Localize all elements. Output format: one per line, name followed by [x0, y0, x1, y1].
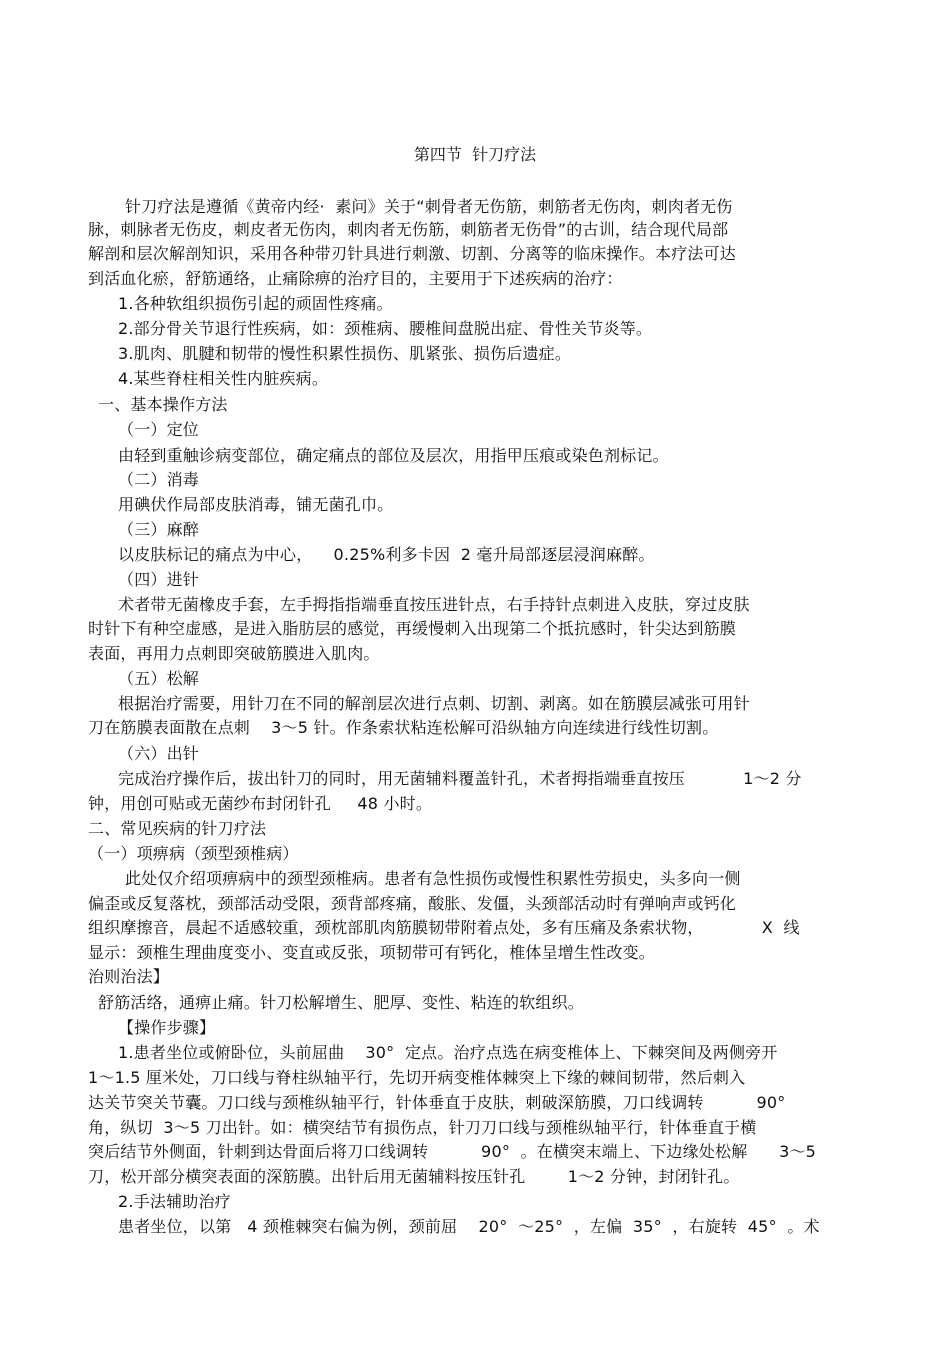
text-line: 组织摩擦音，晨起不适感较重，颈枕部肌肉筋膜韧带附着点处，多有压痛及条索状物， X 线	[88, 918, 800, 937]
subsection-heading: 【操作步骤】	[118, 1018, 216, 1037]
text-line: 此处仅介绍项痹病中的颈型颈椎病。患者有急性损伤或慢性积累性劳损史，头多向一侧	[125, 869, 741, 888]
list-item: 1.各种软组织损伤引起的顽固性疼痛。	[118, 294, 393, 313]
text-line: 刀在筋膜表面散在点刺 3～5 针。作条索状粘连松解可沿纵轴方向连续进行线性切割。	[88, 718, 719, 737]
subsection-heading: 治则治法】	[88, 967, 170, 986]
list-item: 4.某些脊柱相关性内脏疾病。	[118, 369, 329, 388]
text-line: 脉，刺脉者无伤皮，刺皮者无伤肉，刺肉者无伤筋，刺筋者无伤骨”的古训，结合现代局部	[88, 220, 729, 239]
text-line: 显示：颈椎生理曲度变小、变直或反张，项韧带可有钙化，椎体呈增生性改变。	[88, 943, 656, 962]
text-line: 针刀疗法是遵循《黄帝内经· 素问》关于“刺骨者无伤筋，刺筋者无伤肉，刺肉者无伤	[125, 197, 733, 216]
list-item: 2.部分骨关节退行性疾病，如：颈椎病、腰椎间盘脱出症、骨性关节炎等。	[118, 319, 653, 338]
text-line: 解剖和层次解剖知识，采用各种带刃针具进行刺激、切割、分离等的临床操作。本疗法可达	[88, 244, 737, 263]
text-line: 时针下有种空虚感，是进入脂肪层的感觉，再缓慢刺入出现第二个抵抗感时，针尖达到筋膜	[88, 619, 737, 638]
text-line: 突后结节外侧面，针刺到达骨面后将刀口线调转 90° 。在横突末端上、下边缘处松解 3～5	[88, 1142, 817, 1161]
subsection-heading: （一）定位	[118, 420, 200, 439]
subsection-heading: （二）消毒	[118, 470, 200, 489]
text-line: 1.患者坐位或俯卧位，头前屈曲 30° 定点。治疗点选在病变椎体上、下棘突间及两侧旁开	[118, 1043, 778, 1062]
text-line: 达关节突关节囊。刀口线与颈椎纵轴平行，针体垂直于皮肤，刺破深筋膜，刀口线调转 90°	[88, 1093, 786, 1112]
list-item: 2.手法辅助治疗	[118, 1192, 231, 1211]
text-line: 偏歪或反复落枕，颈部活动受限，颈背部疼痛，酸胀、发僵，头颈部活动时有弹响声或钙化	[88, 894, 737, 913]
subsection-heading: （三）麻醉	[118, 520, 200, 539]
text-line: 根据治疗需要，用针刀在不同的解剖层次进行点刺、切割、剥离。如在筋膜层减张可用针	[118, 694, 750, 713]
text-line: 患者坐位，以第 4 颈椎棘突右偏为例，颈前屈 20° ～25° ，左偏 35° ，右旋转 45° 。术	[118, 1217, 820, 1236]
section-title: 第四节 针刀疗法	[413, 145, 537, 164]
subsection-heading: （四）进针	[118, 570, 200, 589]
list-item: 3.肌肉、肌腱和韧带的慢性积累性损伤、肌紧张、损伤后遗症。	[118, 344, 572, 363]
text-line: 以皮肤标记的痛点为中心， 0.25%利多卡因 2 毫升局部逐层浸润麻醉。	[118, 545, 655, 564]
text-line: 完成治疗操作后，拔出针刀的同时，用无菌辅料覆盖针孔，术者拇指端垂直按压 1～2 分	[118, 769, 802, 788]
text-line: 刀，松开部分横突表面的深筋膜。出针后用无菌辅料按压针孔 1～2 分钟，封闭针孔。	[88, 1167, 740, 1186]
subsection-heading: （一）项痹病（颈型颈椎病）	[88, 844, 299, 863]
subsection-heading: （五）松解	[118, 669, 200, 688]
text-line: 由轻到重触诊病变部位，确定痛点的部位及层次，用指甲压痕或染色剂标记。	[118, 446, 669, 465]
text-line: 用碘伏作局部皮肤消毒，铺无菌孔巾。	[118, 495, 394, 514]
subsection-heading: （六）出针	[118, 744, 200, 763]
text-line: 到活血化瘀，舒筋通络，止痛除痹的治疗目的，主要用于下述疾病的治疗：	[88, 269, 623, 288]
text-line: 表面，再用力点刺即突破筋膜进入肌肉。	[88, 644, 380, 663]
text-line: 术者带无菌橡皮手套，左手拇指指端垂直按压进针点，右手持针点刺进入皮肤，穿过皮肤	[118, 595, 750, 614]
text-line: 角，纵切 3～5 刀出针。如：横突结节有损伤点，针刀刀口线与颈椎纵轴平行，针体垂直于横	[88, 1118, 757, 1137]
section-heading: 二、常见疾病的针刀疗法	[88, 819, 267, 838]
section-heading: 一、基本操作方法	[98, 395, 228, 414]
text-line: 1～1.5 厘米处，刀口线与脊柱纵轴平行，先切开病变椎体棘突上下缘的棘间韧带，然后刺入	[88, 1068, 746, 1087]
text-line: 舒筋活络，通痹止痛。针刀松解增生、肥厚、变性、粘连的软组织。	[98, 993, 585, 1012]
text-line: 钟，用创可贴或无菌纱布封闭针孔 48 小时。	[88, 794, 433, 813]
